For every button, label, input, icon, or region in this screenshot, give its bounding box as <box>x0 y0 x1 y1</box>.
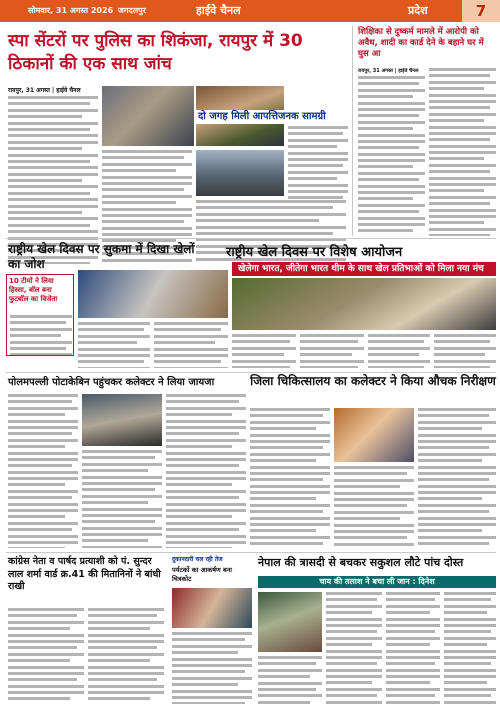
tourism-headline: पर्यटकों का आकर्षण बना चित्रकोट <box>172 566 232 583</box>
section-name: प्रदेश <box>408 4 428 17</box>
football-box <box>6 274 74 356</box>
nepal-subhead-banner: चाय की तलाश ने बचा ली जान : दिनेश <box>258 576 496 588</box>
edition-city: जगदलपुर <box>118 6 146 15</box>
sports-event-photo <box>232 278 496 330</box>
sukma-left-col <box>6 360 74 364</box>
nepal-body-3 <box>386 592 440 704</box>
congress-headline: कांग्रेस नेता व पार्षद प्रत्याशी को पं. सुन्दर लाल शर्मा वार्ड क्र.41 की मितानिनों ने बांधी राखी <box>8 556 161 592</box>
nepal-headline: नेपाल की त्रासदी से बचकर सकुशल लौटे पांच दोस्त <box>258 556 464 569</box>
hospital-photo <box>334 408 414 462</box>
spa-body-col-3 <box>288 126 348 200</box>
spa-dateline: रायपुर, 31 अगस्त | हाईवे चैनल <box>8 87 81 94</box>
column-divider <box>352 26 353 236</box>
paper-name: हाईवे चैनल <box>196 4 241 17</box>
issue-date: सोमवार, 31 अगस्त 2026 <box>28 6 114 15</box>
sports-event-body-1 <box>232 334 296 368</box>
hospital-body-1 <box>250 408 330 548</box>
congress-body-2 <box>88 608 164 704</box>
page-number: 7 <box>462 0 500 22</box>
section-rule-2 <box>6 372 496 373</box>
congress-body-1 <box>8 608 84 704</box>
polampalli-body-3 <box>166 394 246 548</box>
polampalli-body-2 <box>82 450 162 548</box>
football-body <box>10 315 72 355</box>
sports-sukma-headline: राष्ट्रीय खेल दिवस पर सुकमा में दिखा खेलों का जोश <box>8 242 195 271</box>
dantewada-headline: दो जगह मिली आपत्तिजनक सामग्री <box>196 110 346 124</box>
spa-police-photo <box>196 150 284 196</box>
khelo-banner: खेलेगा भारत, जीतेगा भारत थीम के साथ खेल प्रतिभाओं को मिला नया मंच <box>232 262 496 276</box>
sports-event-body-4 <box>434 334 496 368</box>
sukma-body-col-2 <box>78 322 150 368</box>
section-rule-3 <box>6 552 496 553</box>
girls-dateline: रायपुर, 31 अगस्त | हाईवे चैनल <box>358 68 419 74</box>
hospital-body-3 <box>418 408 496 548</box>
masthead-bar <box>0 0 500 22</box>
hospital-body-2 <box>334 466 414 548</box>
girls-body-col-1 <box>358 68 425 236</box>
polampalli-headline: पोलमपल्ली पोटाकेबिन पहुंचकर कलेक्टर ने लिया जायजा <box>8 377 215 388</box>
section-rule-1 <box>6 238 496 239</box>
nepal-body-1 <box>258 656 322 704</box>
nepal-body-2 <box>326 592 382 704</box>
football-headline: 10 टीमों ने लिया हिस्सा, बॉल बना फुटबॉल का विजेता <box>9 277 58 303</box>
tourism-photo <box>172 588 252 628</box>
nepal-body-4 <box>444 592 496 704</box>
polampalli-body-1 <box>8 394 78 548</box>
sukma-body-col-3 <box>154 322 228 368</box>
nepal-photo <box>258 592 322 652</box>
tourism-subhead: दुकानदारी चल रही तेज <box>172 556 223 563</box>
polampalli-photo <box>82 394 162 446</box>
spa-raid-photo <box>102 86 194 146</box>
sports-event-body-2 <box>300 334 364 368</box>
tourism-body <box>172 632 252 704</box>
sports-event-body-3 <box>368 334 430 368</box>
girls-headline: शिक्षिका से दुष्कर्म मामले में आरोपी को अवैध, शादी का कार्ड देने के बहाने घर में घुस आ <box>358 27 484 59</box>
sports-event-headline: राष्ट्रीय खेल दिवस पर विशेष आयोजन <box>226 245 403 260</box>
hospital-headline: जिला चिकित्सालय का कलेक्टर ने किया औचक निरीक्षण <box>250 374 496 388</box>
sukma-sports-photo <box>78 270 228 318</box>
spa-headline: स्पा सेंटरों पर पुलिस का शिकंजा, रायपुर में 30 ठिकानों की एक साथ जांच <box>8 31 303 74</box>
girls-body-col-2 <box>429 68 496 236</box>
